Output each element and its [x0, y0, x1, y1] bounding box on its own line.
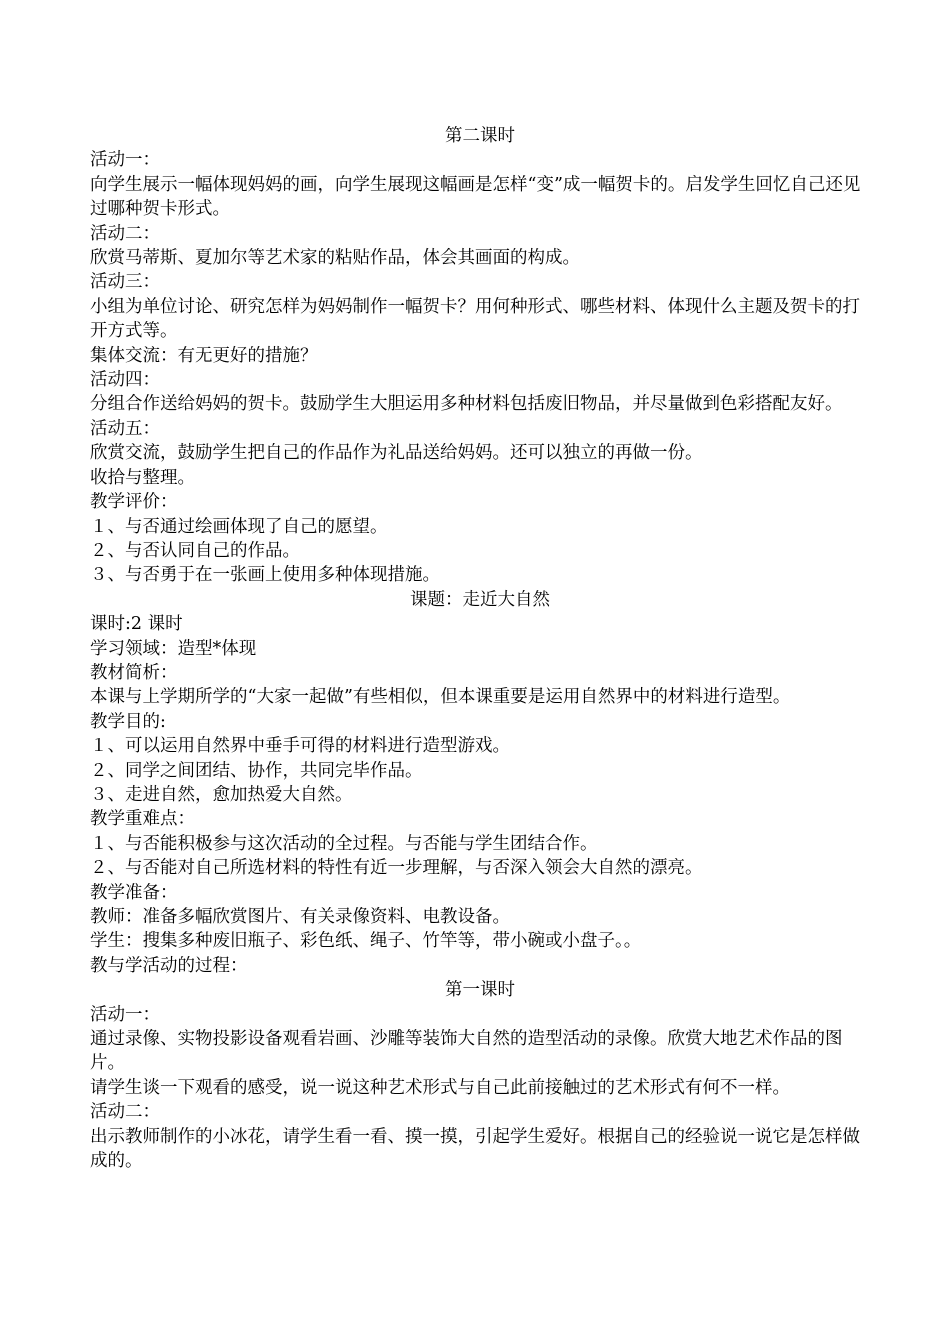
text-line: 学生：搜集多种废旧瓶子、彩色纸、绳子、竹竿等，带小碗或小盘子。。	[90, 931, 642, 952]
text-line: 教学准备：	[90, 882, 178, 903]
text-line: 活动三：	[90, 272, 160, 293]
text-line: ３、与否勇于在一张画上使用多种体现措施。	[90, 565, 440, 586]
text-line: １、与否通过绘画体现了自己的愿望。	[90, 516, 388, 537]
document-body	[90, 124, 870, 1173]
text-line: 学习领域：造型*体现	[90, 638, 257, 659]
text-line: 活动四：	[90, 370, 160, 391]
text-line: １、与否能积极参与这次活动的全过程。与否能与学生团结合作。	[90, 833, 598, 854]
document-page	[90, 124, 870, 1173]
text-line: 小组为单位讨论、研究怎样为妈妈制作一幅贺卡？用何种形式、哪些材料、体现什么主题及贺卡的打开方式等。	[90, 296, 860, 342]
text-line: 分组合作送给妈妈的贺卡。鼓励学生大胆运用多种材料包括废旧物品，并尽量做到色彩搭配友好。	[90, 394, 843, 415]
text-line: 教材简析：	[90, 662, 178, 683]
text-line: 活动二：	[90, 1102, 160, 1123]
text-line: 活动一：	[90, 150, 160, 171]
text-line: 欣赏马蒂斯、夏加尔等艺术家的粘贴作品，体会其画面的构成。	[90, 248, 580, 269]
text-line: 教学目的:	[90, 711, 166, 732]
text-line: 集体交流：有无更好的措施？	[90, 345, 318, 366]
text-line: 教师：准备多幅欣赏图片、有关录像资料、电教设备。	[90, 907, 510, 927]
text-line: 教学重难点：	[90, 809, 195, 830]
text-line: 本课与上学期所学的“大家一起做”有些相似，但本课重要是运用自然界中的材料进行造型。	[90, 687, 791, 708]
section-heading: 课题：走近大自然	[410, 589, 550, 610]
text-line: 请学生谈一下观看的感受，说一说这种艺术形式与自己此前接触过的艺术形式有何不一样。	[90, 1077, 790, 1098]
section-heading: 第一课时	[445, 980, 515, 1001]
text-line: 向学生展示一幅体现妈妈的画，向学生展现这幅画是怎样“变”成一幅贺卡的。启发学生回忆自己还见过哪种贺卡形式。	[90, 174, 861, 220]
text-line: 活动二：	[90, 223, 160, 244]
section-heading: 第二课时	[445, 126, 515, 146]
text-line: 教学评价：	[90, 492, 178, 513]
text-line: 教与学活动的过程：	[90, 955, 248, 976]
text-line: 活动五：	[90, 418, 160, 439]
text-line: 活动一：	[90, 1004, 160, 1025]
text-line: 欣赏交流，鼓励学生把自己的作品作为礼品送给妈妈。还可以独立的再做一份。	[90, 443, 703, 464]
text-line: ２、与否能对自己所选材料的特性有近一步理解，与否深入领会大自然的漂亮。	[90, 858, 703, 879]
text-line: 课时:2 课时	[90, 614, 183, 635]
text-line: ３、走进自然，愈加热爱大自然。	[90, 784, 353, 805]
text-line: ２、同学之间团结、协作，共同完毕作品。	[90, 760, 423, 781]
text-line: ２、与否认同自己的作品。	[90, 540, 300, 561]
text-line: 通过录像、实物投影设备观看岩画、沙雕等装饰大自然的造型活动的录像。欣赏大地艺术作品的图片。	[90, 1029, 843, 1074]
text-line: 出示教师制作的小冰花，请学生看一看、摸一摸，引起学生爱好。根据自己的经验说一说它是怎样做成的。	[90, 1126, 860, 1172]
text-line: 收拾与整理。	[90, 467, 195, 488]
text-line: １、可以运用自然界中垂手可得的材料进行造型游戏。	[90, 736, 510, 757]
